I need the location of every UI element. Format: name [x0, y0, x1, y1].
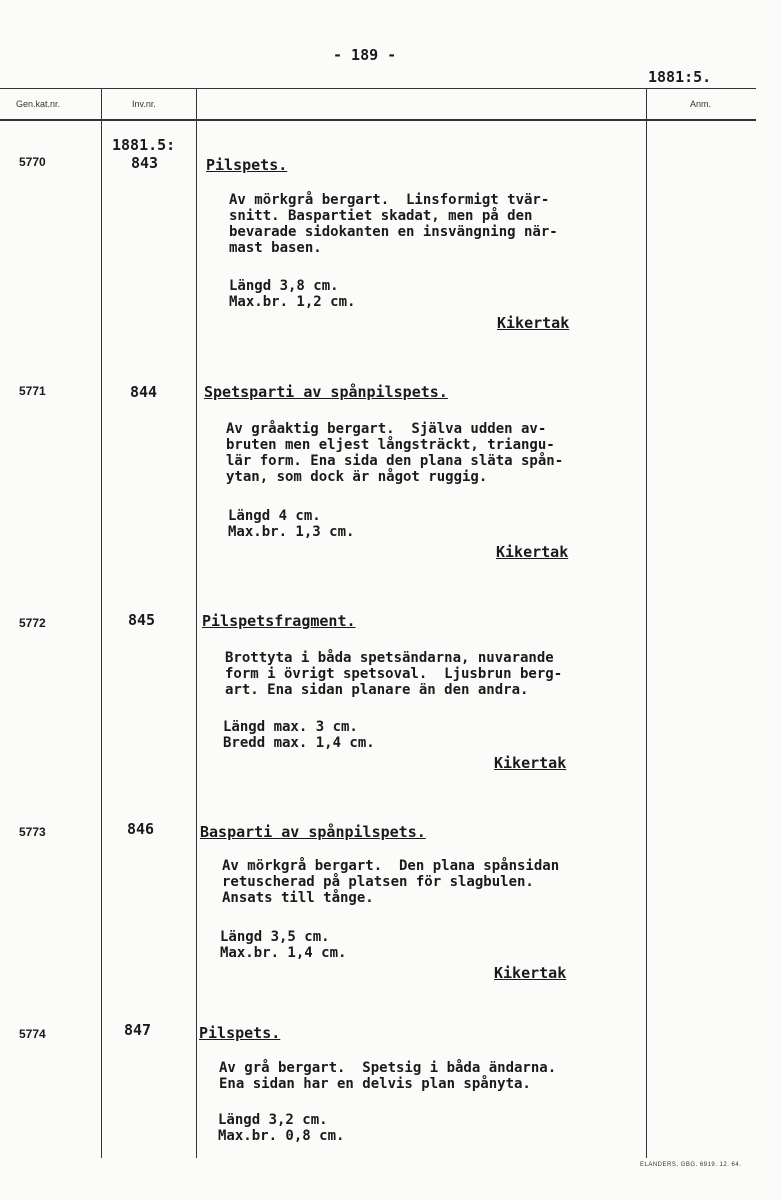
inv-number: 847 [124, 1021, 152, 1039]
header-bottom-rule [0, 119, 756, 121]
find-site: Kikertak [494, 964, 567, 982]
find-site: Kikertak [496, 543, 569, 561]
printer-imprint: ELANDERS, GBG. 6919. 12. 64. [640, 1162, 742, 1168]
entry-description: Av mörkgrå bergart. Den plana spånsidan retuscherad på platsen för slagbulen. Ansats till tånge. [222, 858, 560, 906]
column-divider-anm [646, 88, 647, 1158]
entry-title: Pilspets. [199, 1024, 281, 1042]
entry-description: Brottyta i båda spetsändarna, nuvarande form i övrigt spetsoval. Ljusbrun berg- art. Ena sidan planare än den andra. [225, 650, 563, 698]
entry-title: Pilspets. [206, 156, 288, 174]
inv-number: 843 [131, 154, 159, 172]
gen-kat-number: 5772 [19, 616, 46, 630]
column-heading-anm: Anm. [690, 99, 712, 109]
inv-number: 845 [128, 611, 156, 629]
entry-measurements: Längd 3,8 cm. Max.br. 1,2 cm. [229, 278, 356, 310]
gen-kat-number: 5774 [19, 1027, 46, 1041]
column-heading-inv: Inv.nr. [132, 99, 156, 109]
inv-number: 844 [130, 383, 158, 401]
entry-description: Av grå bergart. Spetsig i båda ändarna. Ena sidan har en delvis plan spånyta. [219, 1060, 557, 1092]
entry-description: Av mörkgrå bergart. Linsformigt tvär- snitt. Baspartiet skadat, men på den bevarade sidokanten en insvängning när- mast basen. [229, 192, 558, 256]
entry-measurements: Längd 3,5 cm. Max.br. 1,4 cm. [220, 929, 347, 961]
entry-description: Av gråaktig bergart. Själva udden av- bruten men eljest långsträckt, triangu- lär form. Ena sida den plana släta spån- ytan, som dock är något ruggig. [226, 421, 564, 485]
page-number: - 189 - [333, 46, 397, 64]
entry-title: Spetsparti av spånpilspets. [204, 383, 448, 401]
find-site: Kikertak [497, 314, 570, 332]
entry-measurements: Längd 3,2 cm. Max.br. 0,8 cm. [218, 1112, 345, 1144]
header-top-rule [0, 88, 756, 89]
column-heading-gen: Gen.kat.nr. [16, 99, 61, 109]
column-divider-inv [196, 88, 197, 1158]
inv-prefix: 1881.5: [112, 136, 176, 154]
column-divider-gen [101, 88, 102, 1158]
gen-kat-number: 5773 [19, 825, 46, 839]
gen-kat-number: 5771 [19, 384, 46, 398]
entry-title: Pilspetsfragment. [202, 612, 356, 630]
catalog-reference: 1881:5. [648, 68, 712, 86]
inv-number: 846 [127, 820, 155, 838]
gen-kat-number: 5770 [19, 155, 46, 169]
find-site: Kikertak [494, 754, 567, 772]
entry-title: Basparti av spånpilspets. [200, 823, 426, 841]
entry-measurements: Längd max. 3 cm. Bredd max. 1,4 cm. [223, 719, 375, 751]
entry-measurements: Längd 4 cm. Max.br. 1,3 cm. [228, 508, 355, 540]
